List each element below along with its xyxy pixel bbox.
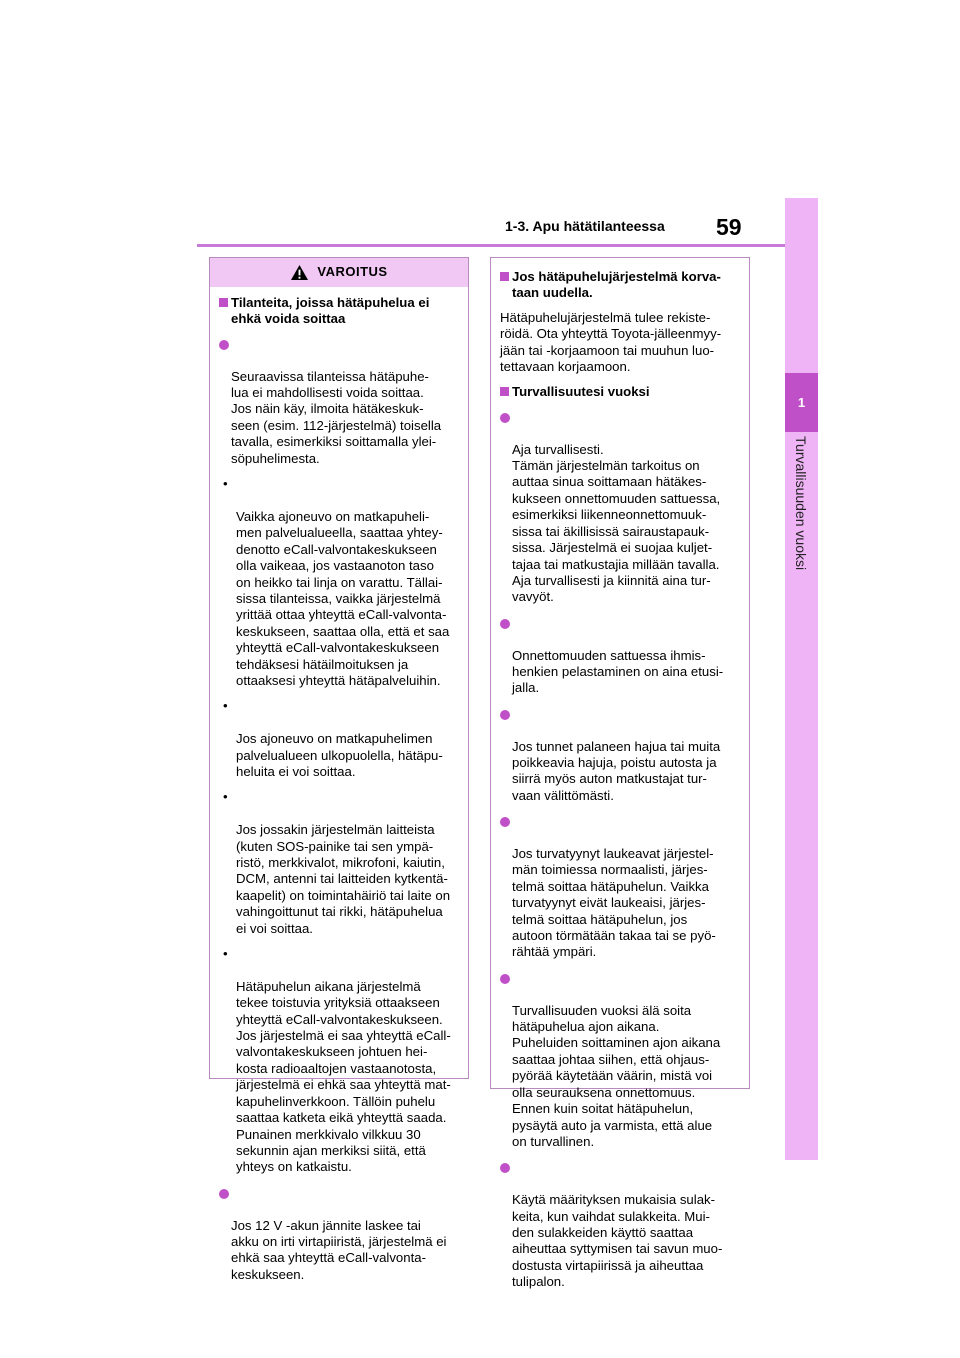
- warning-bullet-1: [219, 336, 459, 467]
- square-bullet-icon: [500, 272, 509, 281]
- circle-bullet-icon: [500, 974, 510, 984]
- info-bullet: [500, 615, 740, 697]
- info-heading-1: [500, 269, 740, 302]
- info-bullet: [500, 409, 740, 606]
- dash-item-text: Jos jossakin järjestelmän laitteista (kuten SOS-painike tai sen ympä- ristö, merkkivalot, mikrofoni, kaiutin, DCM, antenni tai laitteiden kytkentä- kaapelit) on toimintahäiriö tai laite on vahingoittunut tai rikki, hätäpuhelua ei voi soittaa.: [236, 822, 451, 936]
- info-bullet: [500, 813, 740, 961]
- warning-bullet-2: [219, 1185, 459, 1283]
- circle-bullet-icon: [500, 1163, 510, 1173]
- dash-item-text: Hätäpuhelun aikana järjestelmä tekee toistuvia yrityksiä ottaakseen yhteyttä eCall-valvontakeskukseen. Jos järjestelmä ei saa yhteyttä eCall- valvontakeskukseen johtuen hei- kosta radioaaltojen vastaanotosta, järjestelmä ei ehkä saa yhteyttä mat- kapuhelinverkkoon. Tällöin puhelu saattaa katketa eikä yhteyttä saada. Punainen merkkivalo vilkkuu 30 sekunnin ajan merkiksi siitä, että yhteys on katkaistu.: [236, 978, 451, 1175]
- section-title: 1-3. Apu hätätilanteessa: [505, 218, 665, 234]
- info-bullet-text: Jos turvatyynyt laukeavat järjestel- män toimiessa normaalisti, järjes- telmä soittaa hätäpuhelun. Vaikka turvatyynyt eivät laukeaisi, järjes- telmä soittaa hätäpuhelun, jos autoon törmätään takaa tai se pyö- rähtää ympäri.: [512, 846, 716, 960]
- warning-title: VAROITUS: [317, 264, 388, 280]
- warning-triangle-icon: [290, 264, 309, 281]
- warning-heading: [219, 295, 459, 328]
- chapter-number-tab: 1: [785, 373, 818, 432]
- info-bullet-text: Onnettomuuden sattuessa ihmis- henkien pelastaminen on aina etusi- jalla.: [512, 647, 724, 696]
- dash-item: • Hätäpuhelun aikana järjestelmä tekee toistuvia yrityksiä ottaakseen yhteyttä eCall-valvontakeskukseen. Jos järjestelmä ei saa yhteyttä eCall- valvontakeskukseen johtuen hei- kosta radioaaltojen vastaanotosta, järjestelmä ei ehkä saa yhteyttä mat- kapuhelinverkkoon. Tällöin puhelu saattaa katketa eikä yhteyttä saada. Punainen merkkivalo vilkkuu 30 sekunnin ajan merkiksi siitä, että yhteys on katkaistu.: [223, 946, 451, 1175]
- circle-bullet-icon: [500, 413, 510, 423]
- warning-bullet-text: Jos 12 V -akun jännite laskee tai akku on irti virtapiiristä, järjestelmä ei ehkä saa yhteyttä eCall-valvonta- keskukseen.: [231, 1217, 447, 1282]
- info-bullet: [500, 1159, 740, 1290]
- dash-item: • Jos ajoneuvo on matkapuhelimen palvelualueen ulkopuolella, hätäpu- heluita ei voi soittaa.: [223, 698, 443, 779]
- dash-item-text: Vaikka ajoneuvo on matkapuheli- men palvelualueella, saattaa yhtey- denotto eCall-valvontakeskukseen olla vaikeaa, jos vastaanoton taso on heikko tai linja on varattu. Tällai- sissa tilanteissa, vaikka järjestelmä yrittää ottaa yhteyttä eCall-valvonta- keskukseen, saattaa olla, että et saa yhteyttä eCall-valvontakeskukseen tehdäksesi hätäilmoituksen ja ottaaksesi yhteyttä hätäpalveluihin.: [236, 508, 450, 688]
- warning-box: [209, 257, 469, 1282]
- info-heading-text: Turvallisuutesi vuoksi: [512, 384, 650, 400]
- info-heading-text: Jos hätäpuhelujärjestelmä korva- taan uudella.: [512, 269, 721, 301]
- square-bullet-icon: [500, 387, 509, 396]
- header-rule: [197, 244, 785, 247]
- page-number: 59: [716, 214, 742, 240]
- circle-bullet-icon: [219, 1189, 229, 1199]
- chapter-side-tab: [785, 198, 818, 1160]
- info-bullet-text: Jos tunnet palaneen hajua tai muita poikkeavia hajuja, poistu autosta ja siirrä myös auton matkustajat tur- vaan välittömästi.: [512, 738, 721, 803]
- dash-item-text: Jos ajoneuvo on matkapuhelimen palvelualueen ulkopuolella, hätäpu- heluita ei voi soittaa.: [236, 731, 443, 779]
- info-bullet-text: Käytä määrityksen mukaisia sulak- keita, kun vaihdat sulakkeita. Mui- den sulakkeiden käyttö saattaa aiheuttaa syttymisen tai savun muo- dostusta virtapiirissä ja aiheuttaa tulipalon.: [512, 1192, 723, 1290]
- circle-bullet-icon: [500, 710, 510, 720]
- info-paragraph: Hätäpuhelujärjestelmä tulee rekiste- röidä. Ota yhteyttä Toyota-jälleenmyy- jään tai -korjaamoon tai muuhun luo- tettavaan korjaamoon.: [500, 309, 722, 375]
- warning-heading-text: Tilanteita, joissa hätäpuhelua ei ehkä voida soittaa: [231, 295, 430, 327]
- info-heading-2: [500, 384, 740, 400]
- dash-item: • Vaikka ajoneuvo on matkapuheli- men palvelualueella, saattaa yhtey- denotto eCall-valvontakeskukseen olla vaikeaa, jos vastaanoton taso on heikko tai linja on varattu. Tällai- sissa tilanteissa, vaikka järjestelmä yrittää ottaa yhteyttä eCall-valvonta- keskukseen, saattaa olla, että et saa yhteyttä eCall-valvontakeskukseen tehdäksesi hätäilmoituksen ja ottaaksesi yhteyttä hätäpalveluihin.: [223, 476, 450, 688]
- circle-bullet-icon: [500, 619, 510, 629]
- info-box: [490, 257, 750, 1290]
- info-bullet: [500, 706, 740, 804]
- info-bullet: [500, 970, 740, 1150]
- circle-bullet-icon: [500, 817, 510, 827]
- dash-item: • Jos jossakin järjestelmän laitteista (kuten SOS-painike tai sen ympä- ristö, merkkivalot, mikrofoni, kaiutin, DCM, antenni tai laitteiden kytkentä- kaapelit) on toimintahäiriö tai laite on vahingoittunut tai rikki, hätäpuhelua ei voi soittaa.: [223, 789, 451, 936]
- warning-bullet-text: Seuraavissa tilanteissa hätäpuhe- lua ei mahdollisesti voida soittaa. Jos näin käy, ilmoita hätäkeskuk- seen (esim. 112-järjestelmä) toisella tavalla, esimerkiksi soittamalla ylei- söpuhelimesta.: [231, 368, 442, 466]
- square-bullet-icon: [219, 298, 228, 307]
- warning-header: [210, 258, 468, 287]
- chapter-title-vertical: Turvallisuuden vuoksi: [793, 436, 809, 571]
- circle-bullet-icon: [219, 340, 229, 350]
- info-bullet-text: Turvallisuuden vuoksi älä soita hätäpuhelua ajon aikana. Puheluiden soittaminen ajon aikana saattaa johtaa siihen, että ohjaus- pyörää käytetään väärin, mistä voi olla seurauksena onnettomuus. Ennen kuin soitat hätäpuhelun, pysäytä auto ja varmista, että alue on turvallinen.: [512, 1002, 721, 1149]
- info-bullet-text: Aja turvallisesti. Tämän järjestelmän tarkoitus on auttaa sinua soittamaan hätäkes- kukseen onnettomuuden sattuessa, esimerkiksi liikenneonnettomuuk- sissa tai äkillisissä sairaustapauk- sissa. Järjestelmä ei suojaa kuljet- tajaa tai matkustajia millään tavalla. Aja turvallisesti ja kiinnitä aina tur- vavyöt.: [512, 441, 721, 605]
